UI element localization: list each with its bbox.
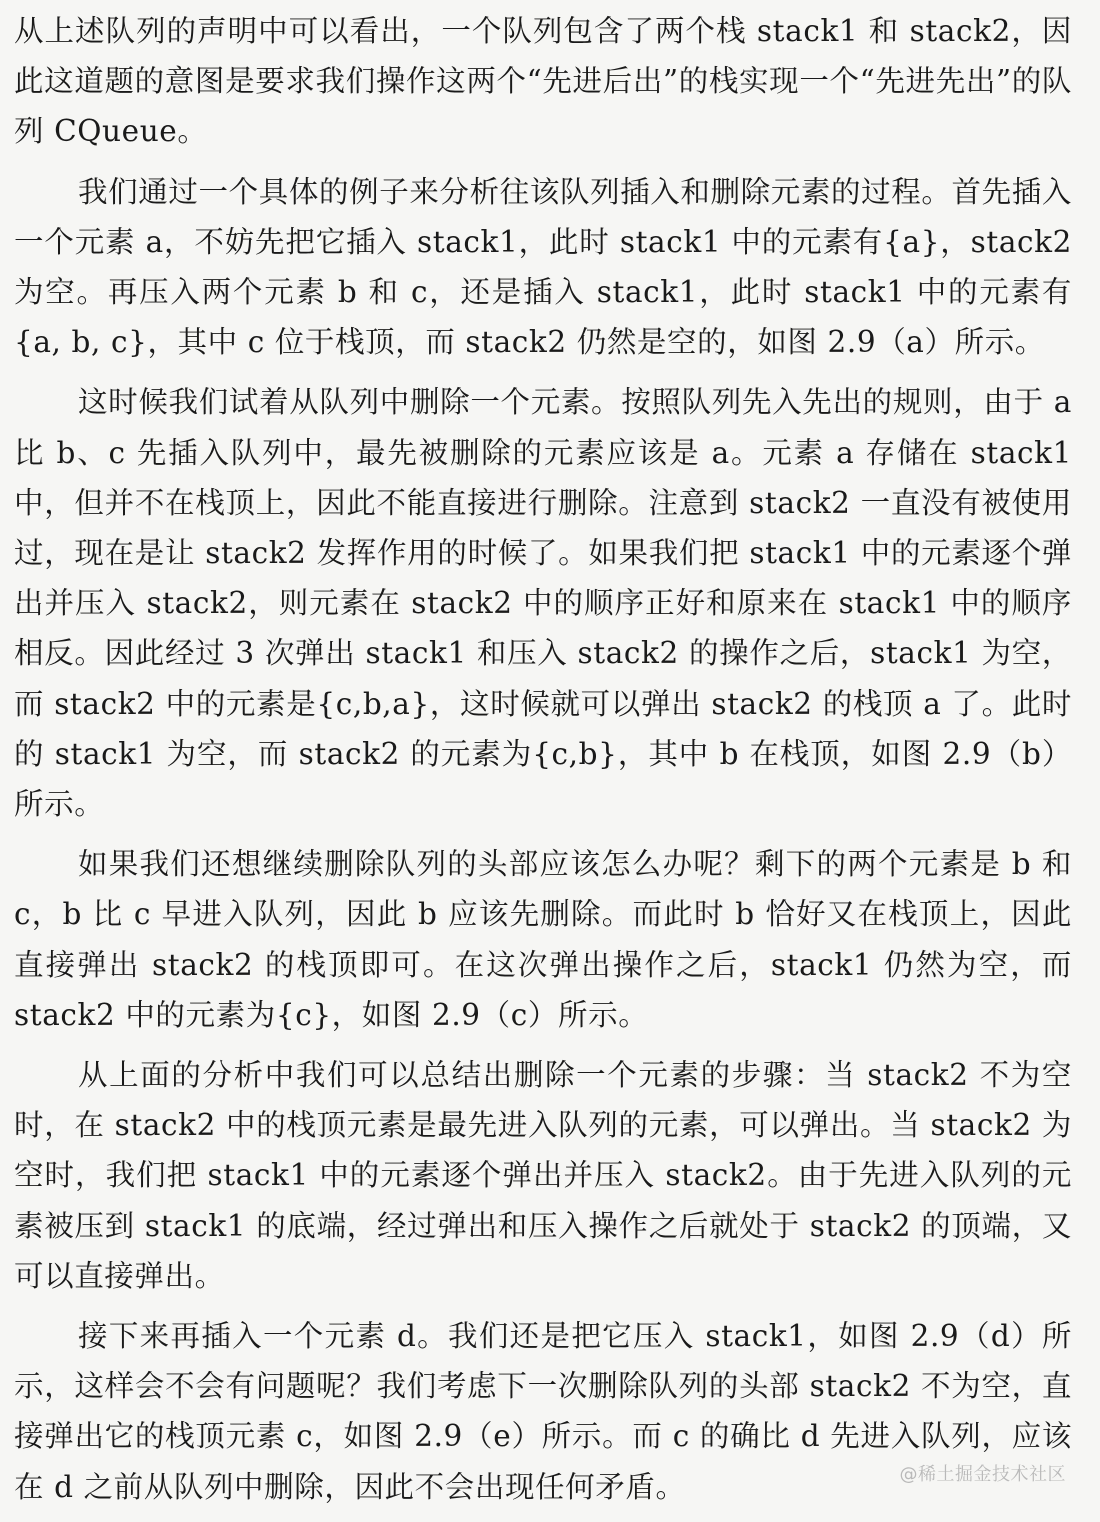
paragraph-4: 如果我们还想继续删除队列的头部应该怎么办呢？剩下的两个元素是 b 和 c，b 比 c 早进入队列，因此 b 应该先删除。而此时 b 恰好又在栈顶上，因此直接弹出 stack2 的栈顶即可。在这次弹出操作之后，stack1 仍然为空，而 stack2 中的元素为{c}，如图 2.9（c）所示。 <box>14 847 1072 1032</box>
paragraph-2: 我们通过一个具体的例子来分析往该队列插入和删除元素的过程。首先插入一个元素 a，不妨先把它插入 stack1，此时 stack1 中的元素有{a}，stack2 为空。再压入两个元素 b 和 c，还是插入 stack1，此时 stack1 中的元素有{a, b, c}，其中 c 位于栈顶，而 stack2 仍然是空的，如图 2.9（a）所示。 <box>14 174 1072 360</box>
paragraph-6: 接下来再插入一个元素 d。我们还是把它压入 stack1，如图 2.9（d）所示，这样会不会有问题呢？我们考虑下一次删除队列的头部 stack2 不为空，直接弹出它的栈顶元素 c，如图 2.9（e）所示。而 c 的确比 d 先进入队列，应该在 d 之前从队列中删除，因此不会出现任何矛盾。 <box>14 1319 1072 1504</box>
paragraph-5: 从上面的分析中我们可以总结出删除一个元素的步骤：当 stack2 不为空时，在 stack2 中的栈顶元素是最先进入队列的元素，可以弹出。当 stack2 为空时，我们把 stack1 中的元素逐个弹出并压入 stack2。由于先进入队列的元素被压到 stack1 的底端，经过弹出和压入操作之后就处于 stack2 的顶端，又可以直接弹出。 <box>14 1058 1072 1293</box>
paragraph-3: 这时候我们试着从队列中删除一个元素。按照队列先入先出的规则，由于 a 比 b、c 先插入队列中，最先被删除的元素应该是 a。元素 a 存储在 stack1 中，但并不在栈顶上，因此不能直接进行删除。注意到 stack2 一直没有被使用过，现在是让 stack2 发挥作用的时候了。如果我们把 stack1 中的元素逐个弹出并压入 stack2，则元素在 stack2 中的顺序正好和原来在 stack1 中的顺序相反。因此经过 3 次弹出 stack1 和压入 stack2 的操作之后，stack1 为空，而 stack2 中的元素是{c,b,a}，这时候就可以弹出 stack2 的栈顶 a 了。此时的 stack1 为空，而 stack2 的元素为{c,b}，其中 b 在栈顶，如图 2.9（b）所示。 <box>14 385 1072 822</box>
watermark: @稀土掘金技术社区 <box>899 1464 1066 1485</box>
paragraph-1: 从上述队列的声明中可以看出，一个队列包含了两个栈 stack1 和 stack2，因此这道题的意图是要求我们操作这两个“先进后出”的栈实现一个“先进先出”的队列 CQueue。 <box>14 14 1072 149</box>
document-page <box>14 6 1072 1522</box>
